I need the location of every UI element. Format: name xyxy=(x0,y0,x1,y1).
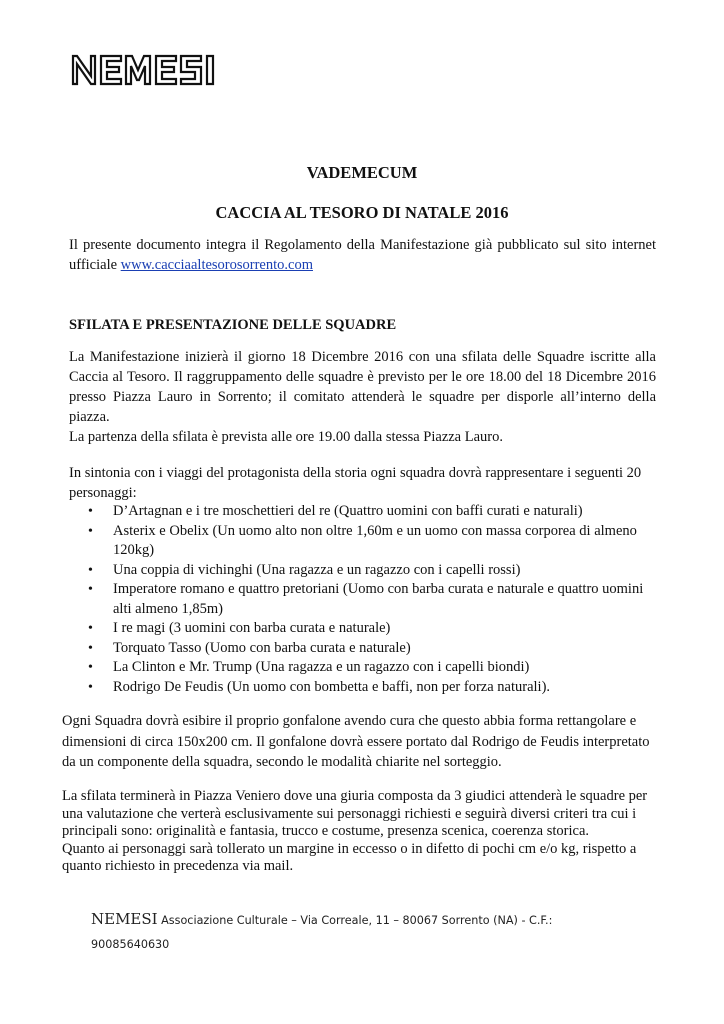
bullet-icon: • xyxy=(88,640,93,656)
section-heading: SFILATA E PRESENTAZIONE DELLE SQUADRE xyxy=(69,317,397,333)
section-body xyxy=(69,347,656,447)
gonfalone-paragraph: Ogni Squadra dovrà esibire il proprio gonfalone avendo cura che questo abbia forma rettangolare e dimensioni di circa 150x200 cm. Il gonfalone dovrà essere portato dal Rodrigo de Feudis interpretato da un componente della squadra, secondo le modalità chiarite nel sorteggio. xyxy=(62,713,650,770)
bullet-icon: • xyxy=(88,679,93,695)
bullet-icon: • xyxy=(88,621,93,636)
footer-brand: NEMESI xyxy=(91,910,158,928)
characters-list xyxy=(88,502,656,697)
list-item: • Asterix e Obelix (Un uomo alto non oltre 1,60m e un uomo con massa corporea di almeno 120kg) xyxy=(88,522,637,558)
page-footer xyxy=(91,907,611,957)
characters-intro: In sintonia con i viaggi del protagonista della storia ogni squadra dovrà rappresentare i seguenti 20 personaggi: xyxy=(69,465,642,501)
document-subtitle: CACCIA AL TESORO DI NATALE 2016 xyxy=(215,203,509,222)
list-item: • Imperatore romano e quattro pretoriani (Uomo con barba curata e naturale e quattro uomini alti almeno 1,85m) xyxy=(88,581,644,617)
list-item: • La Clinton e Mr. Trump (Una ragazza e un ragazzo con i capelli biondi) xyxy=(88,658,656,678)
nemesi-logo xyxy=(71,52,221,88)
footer-address: Associazione Culturale – Via Correale, 11 – 80067 Sorrento (NA) - C.F.: 90085640630 xyxy=(91,914,553,951)
bullet-icon: • xyxy=(88,582,93,597)
list-item: • Una coppia di vichinghi (Una ragazza e un ragazzo con i capelli rossi) xyxy=(88,561,656,581)
list-item: • Rodrigo De Feudis (Un uomo con bombetta e baffi, non per forza naturali). xyxy=(88,678,656,698)
intro-paragraph xyxy=(69,235,656,275)
bullet-icon: • xyxy=(88,660,93,675)
document-title: VADEMECUM xyxy=(306,163,418,182)
schedule-paragraph: La Manifestazione inizierà il giorno 18 Dicembre 2016 con una sfilata delle Squadre iscritte alla Caccia al Tesoro. Il raggruppamento delle squadre è previsto per le ore 18.00 del 18 Dicembre 2016 presso Piazza Lauro in Sorrento; il comitato attenderà le squadre per disporle all’interno della piazza. xyxy=(69,349,656,425)
website-link[interactable]: www.cacciaaltesorosorrento.com xyxy=(120,257,313,273)
bullet-icon: • xyxy=(88,562,93,578)
list-item: • I re magi (3 uomini con barba curata e naturale) xyxy=(88,619,656,639)
intro-text: Il presente documento integra il Regolamento della Manifestazione già pubblicato sul sito internet ufficiale xyxy=(69,237,656,273)
list-item: • Torquato Tasso (Uomo con barba curata e naturale) xyxy=(88,639,656,659)
tolerance-paragraph: Quanto ai personaggi sarà tollerato un margine in eccesso o in difetto di pochi cm e/o kg, rispetto a quanto richiesto in precedenza via mail. xyxy=(62,840,637,874)
bullet-icon: • xyxy=(88,523,93,539)
bullet-icon: • xyxy=(88,504,93,519)
jury-paragraph: La sfilata terminerà in Piazza Veniero dove una giuria composta da 3 giudici attenderà le squadre per una valutazione che verterà esclusivamente sui personaggi richiesti e seguirà diversi criteri tra cui i principali sono: originalità e fantasia, trucco e costume, presenza scenica, coerenza storica. xyxy=(62,788,648,839)
departure-paragraph: La partenza della sfilata è prevista alle ore 19.00 dalla stessa Piazza Lauro. xyxy=(69,429,503,445)
list-item: • D’Artagnan e i tre moschettieri del re (Quattro uomini con baffi curati e naturali) xyxy=(88,502,656,522)
closing-section xyxy=(62,788,662,876)
